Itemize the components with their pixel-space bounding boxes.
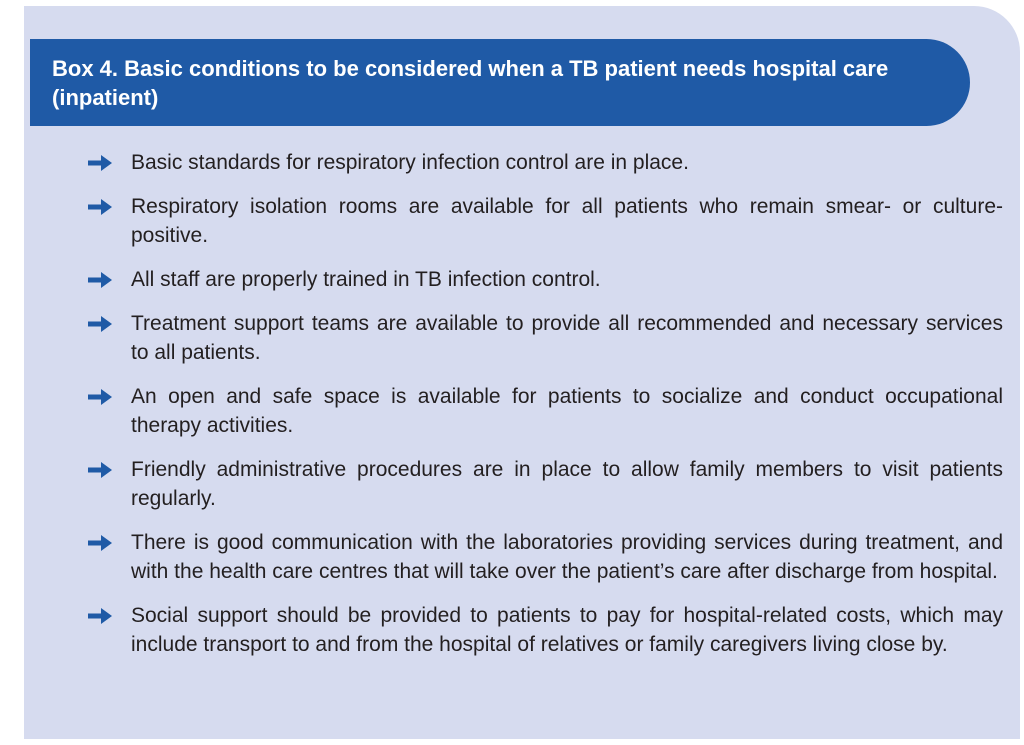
arrow-right-icon bbox=[87, 534, 113, 552]
list-item bbox=[83, 528, 1003, 586]
list-item-text: Basic standards for respiratory infection control are in place. bbox=[131, 151, 689, 174]
list-item-text: There is good communication with the laboratories providing services during treatment, and with the health care centres that will take over the patient’s care after discharge from hospital. bbox=[131, 531, 1003, 583]
list-item-text: An open and safe space is available for patients to socialize and conduct occupational therapy activities. bbox=[131, 385, 1003, 437]
box-header bbox=[30, 39, 970, 126]
list-item bbox=[83, 455, 1003, 513]
list-item-text: Friendly administrative procedures are in place to allow family members to visit patients regularly. bbox=[131, 458, 1003, 510]
info-box bbox=[24, 6, 1020, 739]
list-item bbox=[83, 148, 1003, 177]
list-item-text: Treatment support teams are available to provide all recommended and necessary services to all patients. bbox=[131, 312, 1003, 364]
box-title: Box 4. Basic conditions to be considered when a TB patient needs hospital care (inpatient) bbox=[52, 56, 889, 110]
list-item bbox=[83, 382, 1003, 440]
list-item-text: Respiratory isolation rooms are available for all patients who remain smear- or culture-positive. bbox=[131, 195, 1003, 247]
arrow-right-icon bbox=[87, 388, 113, 406]
list-item bbox=[83, 309, 1003, 367]
list-item bbox=[83, 601, 1003, 659]
list-item bbox=[83, 265, 1003, 294]
conditions-list bbox=[83, 148, 1003, 674]
arrow-right-icon bbox=[87, 315, 113, 333]
list-item-text: All staff are properly trained in TB infection control. bbox=[131, 268, 601, 291]
arrow-right-icon bbox=[87, 271, 113, 289]
list-item bbox=[83, 192, 1003, 250]
arrow-right-icon bbox=[87, 461, 113, 479]
arrow-right-icon bbox=[87, 607, 113, 625]
arrow-right-icon bbox=[87, 154, 113, 172]
arrow-right-icon bbox=[87, 198, 113, 216]
list-item-text: Social support should be provided to patients to pay for hospital-related costs, which may include transport to and from the hospital of relatives or family caregivers living close by. bbox=[131, 604, 1003, 656]
